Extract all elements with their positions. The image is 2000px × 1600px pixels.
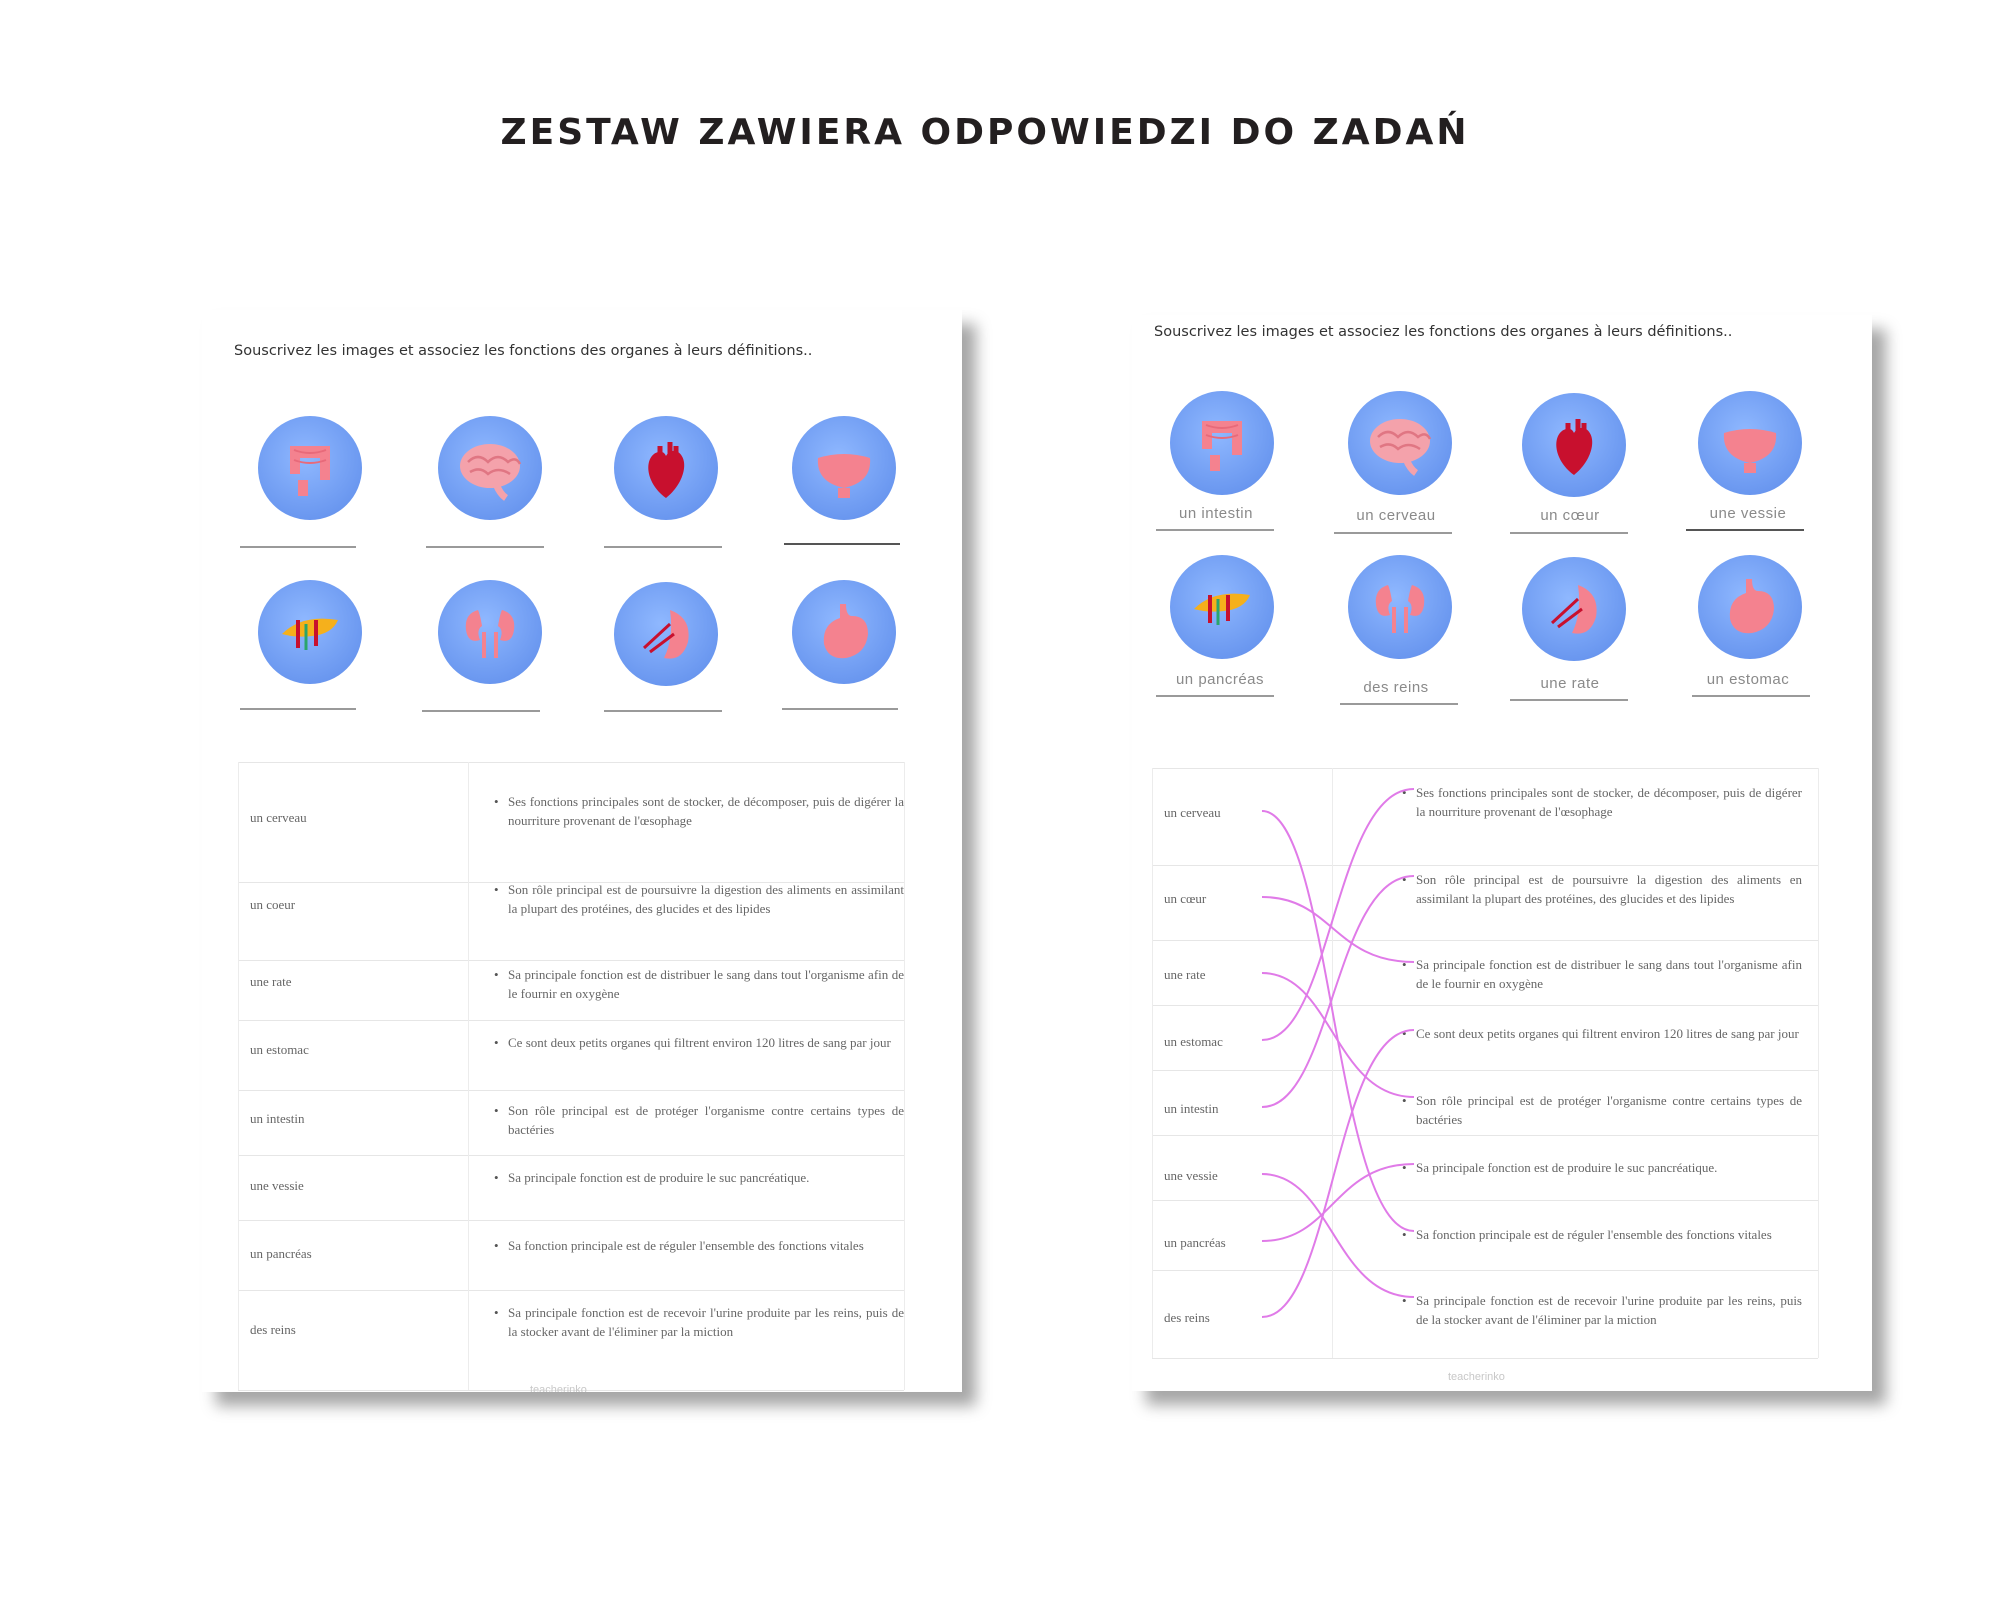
table-rule [1152,1005,1818,1006]
term-cell: un pancréas [1164,1235,1226,1250]
term-cell: un estomac [250,1042,309,1057]
term-cell: un estomac [1164,1034,1223,1049]
kidneys-icon [1348,555,1452,659]
heart-icon [1522,393,1626,497]
pancreas-icon [258,580,362,684]
answer-line [1334,532,1452,534]
answer-line [1156,695,1274,697]
banner-title: ZESTAW ZAWIERA ODPOWIEDZI DO ZADAŃ [500,112,1470,153]
table-rule [1152,1070,1818,1071]
table-rule [1152,940,1818,941]
worksheet-instruction: Souscrivez les images et associez les fonctions des organes à leurs définitions.. [234,343,813,359]
answer-line [1510,532,1628,534]
worksheet-page [202,310,962,1392]
connector-line [1262,876,1414,1107]
answer-line [1340,703,1458,705]
term-cell: un intestin [250,1111,305,1126]
spleen-icon [1522,557,1626,661]
definition-cell: • Sa principale fonction est de recevoir l'urine produite par les reins, puis de la stocker avant de l'éliminer par la miction [1416,1291,1802,1329]
answer-line [1510,699,1628,701]
bladder-icon [1698,391,1802,495]
connector-line [1262,811,1414,1231]
answer-key-instruction: Souscrivez les images et associez les fonctions des organes à leurs définitions.. [1154,324,1733,340]
table-rule [1332,768,1333,1358]
answer-line[interactable] [782,708,898,710]
table-rule [238,1220,904,1221]
answer-line[interactable] [422,710,540,712]
organ-label: une rate [1540,675,1600,692]
definition-cell: • Sa principale fonction est de distribuer le sang dans tout l'organisme afin de le fournir en oxygène [1416,955,1802,993]
definition-cell: • Ce sont deux petits organes qui filtrent environ 120 litres de sang par jour [508,1033,904,1052]
stomach-icon [1698,555,1802,659]
answer-line[interactable] [604,710,722,712]
spleen-icon [614,582,718,686]
brain-icon [438,416,542,520]
table-rule [1152,1135,1818,1136]
term-cell: une rate [1164,967,1206,982]
term-cell: un cerveau [250,810,307,825]
heart-icon [614,416,718,520]
definition-cell: • Sa principale fonction est de produire le suc pancréatique. [1416,1158,1802,1177]
definition-cell: • Son rôle principal est de poursuivre la digestion des aliments en assimilant la plupart des protéines, des glucides et des lipides [1416,870,1802,908]
organ-label: un cerveau [1356,507,1436,524]
organ-label: un cœur [1540,507,1600,524]
definition-cell: • Son rôle principal est de protéger l'organisme contre certains types de bactéries [1416,1091,1802,1129]
answer-line[interactable] [240,708,356,710]
connector-line [1262,1174,1414,1297]
answer-line[interactable] [784,543,900,545]
table-rule [468,762,469,1390]
pancreas-icon [1170,555,1274,659]
organ-label: une vessie [1709,505,1787,522]
kidneys-icon [438,580,542,684]
table-rule [904,762,905,1390]
footer-watermark: teacherinko [1448,1371,1505,1383]
term-cell: un cerveau [1164,805,1221,820]
table-rule [1152,1270,1818,1271]
organ-label: un estomac [1706,671,1790,688]
term-cell: un pancréas [250,1246,312,1261]
brain-icon [1348,391,1452,495]
term-cell: une vessie [250,1178,304,1193]
definition-cell: • Ce sont deux petits organes qui filtrent environ 120 litres de sang par jour [1416,1024,1802,1043]
definition-cell: • Sa principale fonction est de recevoir l'urine produite par les reins, puis de la stocker avant de l'éliminer par la miction [508,1303,904,1341]
table-rule [238,960,904,961]
connector-line [1262,1164,1414,1241]
intestine-icon [1170,391,1274,495]
bladder-icon [792,416,896,520]
term-cell: des reins [250,1322,296,1337]
table-rule [238,1155,904,1156]
footer-watermark: teacherinko [530,1384,587,1392]
connector-line [1262,973,1414,1097]
term-cell: un cœur [1164,891,1207,906]
organ-label: des reins [1363,679,1429,696]
connector-line [1262,897,1414,962]
term-cell: un coeur [250,897,296,912]
answer-line[interactable] [240,546,356,548]
table-rule [1152,865,1818,866]
term-cell: un intestin [1164,1101,1219,1116]
definition-cell: • Sa fonction principale est de réguler l'ensemble des fonctions vitales [1416,1225,1802,1244]
definition-cell: • Ses fonctions principales sont de stocker, de décomposer, puis de digérer la nourriture provenant de l'œsophage [1416,783,1802,821]
table-rule [238,1290,904,1291]
definition-cell: • Sa principale fonction est de produire le suc pancréatique. [508,1168,904,1187]
answer-line [1686,529,1804,531]
answer-line[interactable] [604,546,722,548]
definition-cell: • Ses fonctions principales sont de stocker, de décomposer, puis de digérer la nourriture provenant de l'œsophage [508,792,904,830]
intestine-icon [258,416,362,520]
table-rule [238,762,239,1390]
table-rule [1152,1200,1818,1201]
table-rule [1818,768,1819,1358]
table-rule [1152,1358,1818,1359]
definition-cell: • Son rôle principal est de protéger l'organisme contre certains types de bactéries [508,1101,904,1139]
table-rule [1152,768,1153,1358]
stomach-icon [792,580,896,684]
organ-label: un pancréas [1175,671,1265,688]
table-rule [238,1020,904,1021]
answer-line [1156,529,1274,531]
answer-line [1692,695,1810,697]
definition-cell: • Son rôle principal est de poursuivre la digestion des aliments en assimilant la plupart des protéines, des glucides et des lipides [508,880,904,918]
table-rule [238,1090,904,1091]
answer-key-page [1132,315,1872,1391]
table-rule [1152,768,1818,769]
connector-line [1262,789,1414,1040]
organ-label: un intestin [1179,505,1253,522]
term-cell: une vessie [1164,1168,1218,1183]
connector-line [1262,1030,1414,1317]
answer-line[interactable] [426,546,544,548]
table-rule [238,762,904,763]
term-cell: une rate [250,974,292,989]
definition-cell: • Sa fonction principale est de réguler l'ensemble des fonctions vitales [508,1236,904,1255]
term-cell: des reins [1164,1310,1210,1325]
definition-cell: • Sa principale fonction est de distribuer le sang dans tout l'organisme afin de le fournir en oxygène [508,965,904,1003]
